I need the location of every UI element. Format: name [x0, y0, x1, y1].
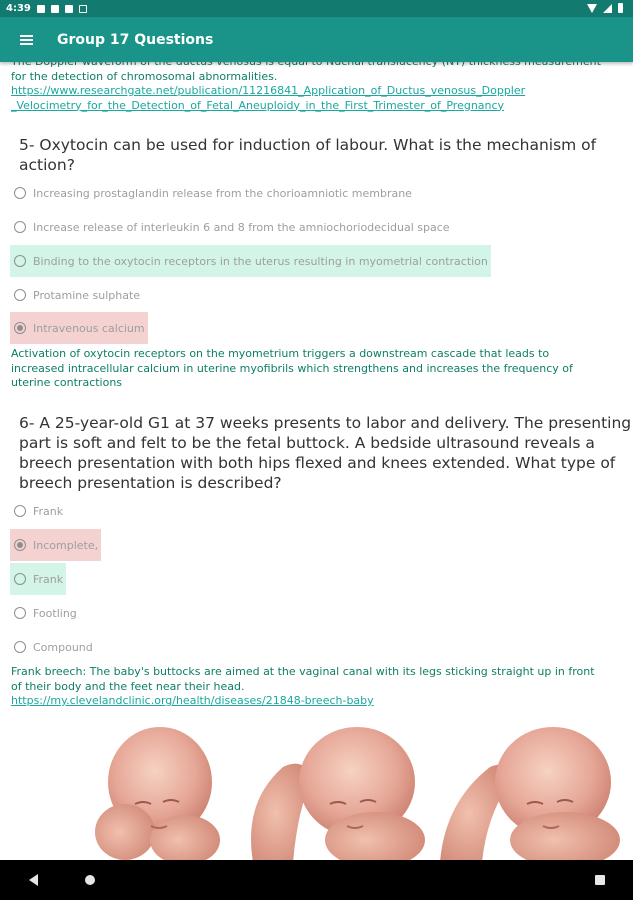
radio-button-selected[interactable]: [14, 539, 26, 551]
app-bar: [0, 17, 633, 62]
radio-button[interactable]: [14, 187, 26, 199]
q6-explanation: [11, 665, 595, 694]
radio-button[interactable]: [14, 607, 26, 619]
option-label: Frank: [33, 504, 64, 518]
shield-icon: [65, 5, 73, 13]
explanation-line: uterine contractions: [11, 376, 123, 389]
complete-breech-baby: [95, 727, 220, 865]
q5-explanation: [11, 347, 573, 391]
option-label: Frank: [33, 572, 64, 586]
q6-option-1[interactable]: [10, 495, 66, 527]
notification-icon: [37, 5, 45, 13]
option-label: Increase release of interleukin 6 and 8 from the amniochoriodecidual space: [33, 220, 450, 234]
question-6-text: [19, 413, 631, 493]
breech-presentation-illustration: [85, 722, 633, 862]
option-label: Intravenous calcium: [33, 321, 145, 335]
question-line: 5- Oxytocin can be used for induction of labour. What is the mechanism of: [19, 136, 597, 154]
radio-button[interactable]: [14, 641, 26, 653]
q5-option-3-correct[interactable]: [10, 245, 491, 277]
status-time: 4:39: [6, 3, 31, 14]
question-5-text: [19, 135, 596, 175]
question-line: part is soft and felt to be the fetal buttock. A bedside ultrasound reveals a: [19, 434, 595, 452]
option-label: Increasing prostaglandin release from the chorioamniotic membrane: [33, 186, 412, 200]
q6-reference-link[interactable]: https://my.clevelandclinic.org/health/diseases/21848-breech-baby: [11, 694, 374, 707]
menu-icon[interactable]: [20, 35, 33, 45]
option-label: Protamine sulphate: [33, 288, 141, 302]
explanation-line: increased intracellular calcium in uterine myofibrils which strengthens and increases the frequency of: [11, 361, 573, 375]
option-label: Binding to the oxytocin receptors in the uterus resulting in myometrial contraction: [33, 254, 488, 268]
radio-button[interactable]: [14, 221, 26, 233]
radio-button[interactable]: [14, 505, 26, 517]
explanation-line: Frank breech: The baby's buttocks are aimed at the vaginal canal with its legs sticking straight up in front: [11, 665, 595, 678]
q5-option-1[interactable]: [10, 177, 415, 209]
navigation-bar: [0, 860, 633, 900]
back-icon[interactable]: [29, 874, 38, 886]
frank-breech-baby: [251, 727, 425, 868]
prev-reference-link-line[interactable]: _Velocimetry_for_the_Detection_of_Fetal_Aneuploidy_in_the_First_Trimester_of_Pregnancy: [11, 98, 505, 112]
q5-option-2[interactable]: [10, 211, 453, 243]
q6-option-4[interactable]: [10, 597, 80, 629]
recents-icon[interactable]: [595, 875, 605, 885]
q6-option-2-selected-wrong[interactable]: [10, 529, 101, 561]
prev-reference-link-line[interactable]: https://www.researchgate.net/publication/11216841_Application_of_Ductus_venosus_Doppler: [11, 84, 526, 97]
prev-reference-link[interactable]: [11, 84, 525, 113]
explanation-line: Activation of oxytocin receptors on the myometrium triggers a downstream cascade that leads to: [11, 347, 550, 360]
q6-option-3-correct[interactable]: [10, 563, 66, 595]
q6-option-5[interactable]: [10, 631, 96, 663]
q5-option-4[interactable]: [10, 279, 143, 311]
q5-option-5-selected-wrong[interactable]: [10, 312, 148, 344]
option-label: Compound: [33, 640, 93, 654]
question-line: breech presentation with both hips flexed and knees extended. What type of: [19, 454, 616, 472]
question-line: breech presentation is described?: [19, 474, 282, 492]
radio-button-selected[interactable]: [14, 322, 26, 334]
footling-breech-baby: [440, 727, 620, 868]
prev-explanation-line: for the detection of chromosomal abnormalities.: [11, 69, 278, 83]
option-label: Footling: [33, 606, 77, 620]
wifi-icon: [587, 4, 597, 13]
notification-icon: [51, 5, 59, 13]
radio-button[interactable]: [14, 289, 26, 301]
battery-icon: [618, 3, 623, 13]
explanation-line: of their body and the feet near their head.: [11, 679, 245, 693]
radio-button[interactable]: [14, 573, 26, 585]
status-bar: [0, 0, 633, 17]
question-line: 6- A 25-year-old G1 at 37 weeks presents to labor and delivery. The presenting: [19, 414, 632, 432]
home-icon[interactable]: [85, 875, 95, 885]
question-line: action?: [19, 156, 75, 174]
app-title: Group 17 Questions: [57, 31, 214, 48]
question-list[interactable]: [0, 62, 633, 860]
radio-button[interactable]: [14, 255, 26, 267]
option-label: Incomplete,: [33, 538, 99, 552]
network-icon: [79, 5, 87, 13]
signal-icon: [603, 4, 612, 13]
